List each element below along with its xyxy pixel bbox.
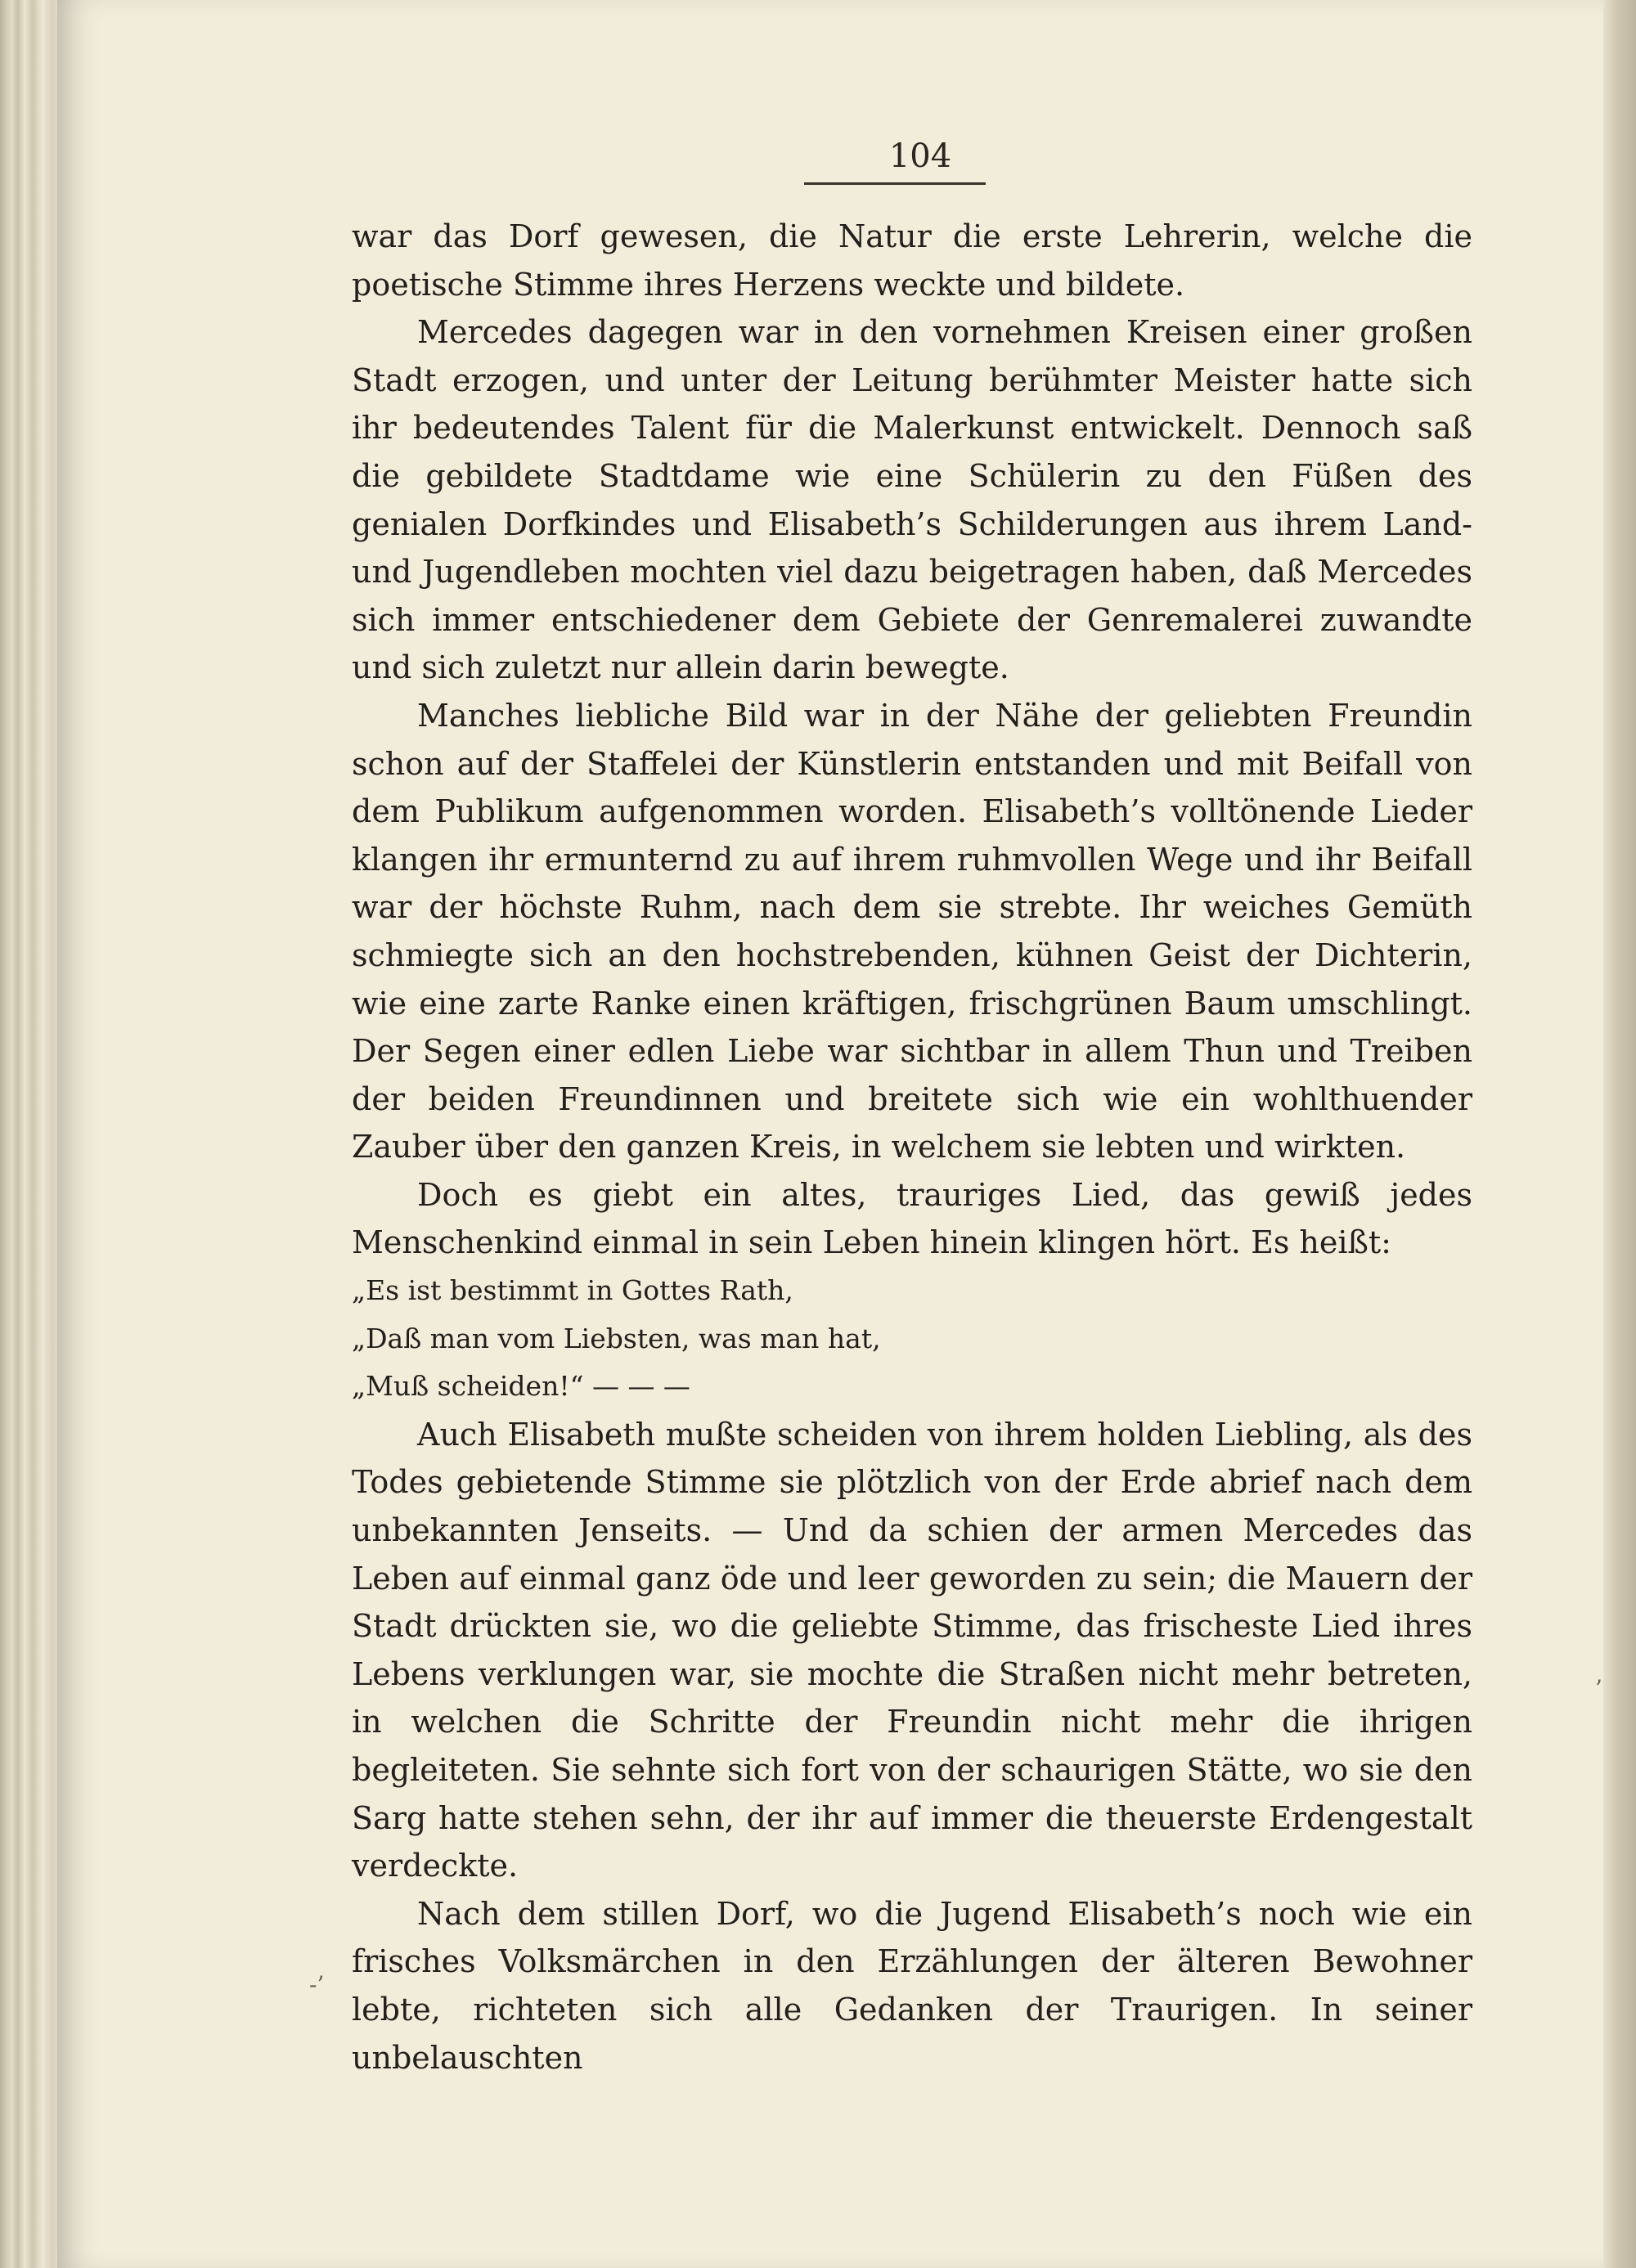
margin-mark-right: ’ — [1595, 1675, 1602, 1702]
page-right-edge — [1603, 0, 1636, 2268]
paragraph-2: Mercedes dagegen war in den vornehmen Kreisen einer großen Stadt erzogen, und unter der Leitung berühmter Meister hatte sich ihr bedeutendes Talent für die Malerkunst entwickelt. Dennoch saß die gebildete Stadtdame wie eine Schülerin zu den Füßen des genialen Dorfkindes und Elisabeth’s Schilderungen aus ihrem Land- und Jugendleben mochten viel dazu beigetragen haben, daß Mercedes sich immer entschiedener dem Gebiete der Genremalerei zuwandte und sich zuletzt nur allein darin bewegte. — [352, 314, 1472, 686]
verse-line-3: „Muß scheiden!“ — — — — [352, 1370, 690, 1403]
page-number-rule — [804, 182, 986, 185]
page-number: 104 — [888, 137, 952, 175]
paragraph-3: Manches liebliche Bild war in der Nähe der geliebten Freundin schon auf der Staffelei der Künstlerin entstanden und mit Beifall von dem Publikum aufgenommen worden. Elisabeth’s volltönende Lieder klangen ihr ermunternd zu auf ihrem ruhmvollen Wege und ihr Beifall war der höchste Ruhm, nach dem sie strebte. Ihr weiches Gemüth schmiegte sich an den hochstrebenden, kühnen Geist der Dichterin, wie eine zarte Ranke einen kräftigen, frischgrünen Baum umschlingt. Der Segen einer edlen Liebe war sichtbar in allem Thun und Treiben der beiden Freundinnen und breitete sich wie ein wohlthuender Zauber über den ganzen Kreis, in welchem sie lebten und wirkten. — [352, 697, 1472, 1165]
verse-line-1: „Es ist bestimmt in Gottes Rath, — [352, 1274, 793, 1307]
margin-mark-left: -’ — [309, 1971, 325, 1998]
paragraph-5: Auch Elisabeth mußte scheiden von ihrem holden Liebling, als des Todes gebietende Stimme sie plötzlich von der Erde abrief nach dem unbekannten Jenseits. — Und da schien der armen Mercedes das Leben auf einmal ganz öde und leer geworden zu sein; die Mauern der Stadt drückten sie, wo die geliebte Stimme, das frischeste Lied ihres Lebens verklungen war, sie mochte die Straßen nicht mehr betreten, in welchen die Schritte der Freundin nicht mehr die ihrigen begleiteten. Sie sehnte sich fort von der schaurigen Stätte, wo sie den Sarg hatte stehen sehn, der ihr auf immer die theuerste Erdengestalt verdeckte. — [352, 1416, 1472, 1884]
body-text — [352, 213, 1472, 2082]
paragraph-4: Doch es giebt ein altes, trauriges Lied, das gewiß jedes Menschenkind einmal in sein Leben hinein klingen hört. Es heißt: — [352, 1176, 1472, 1261]
verse-line-2: „Daß man vom Liebsten, was man hat, — [352, 1322, 881, 1354]
paragraph-1: war das Dorf gewesen, die Natur die erste Lehrerin, welche die poetische Stimme ihres Herzens weckte und bildete. — [352, 218, 1472, 303]
paragraph-6: Nach dem stillen Dorf, wo die Jugend Elisabeth’s noch wie ein frisches Volksmärchen in den Erzählungen der älteren Bewohner lebte, richteten sich alle Gedanken der Traurigen. In seiner unbelauschten — [352, 1895, 1472, 2076]
